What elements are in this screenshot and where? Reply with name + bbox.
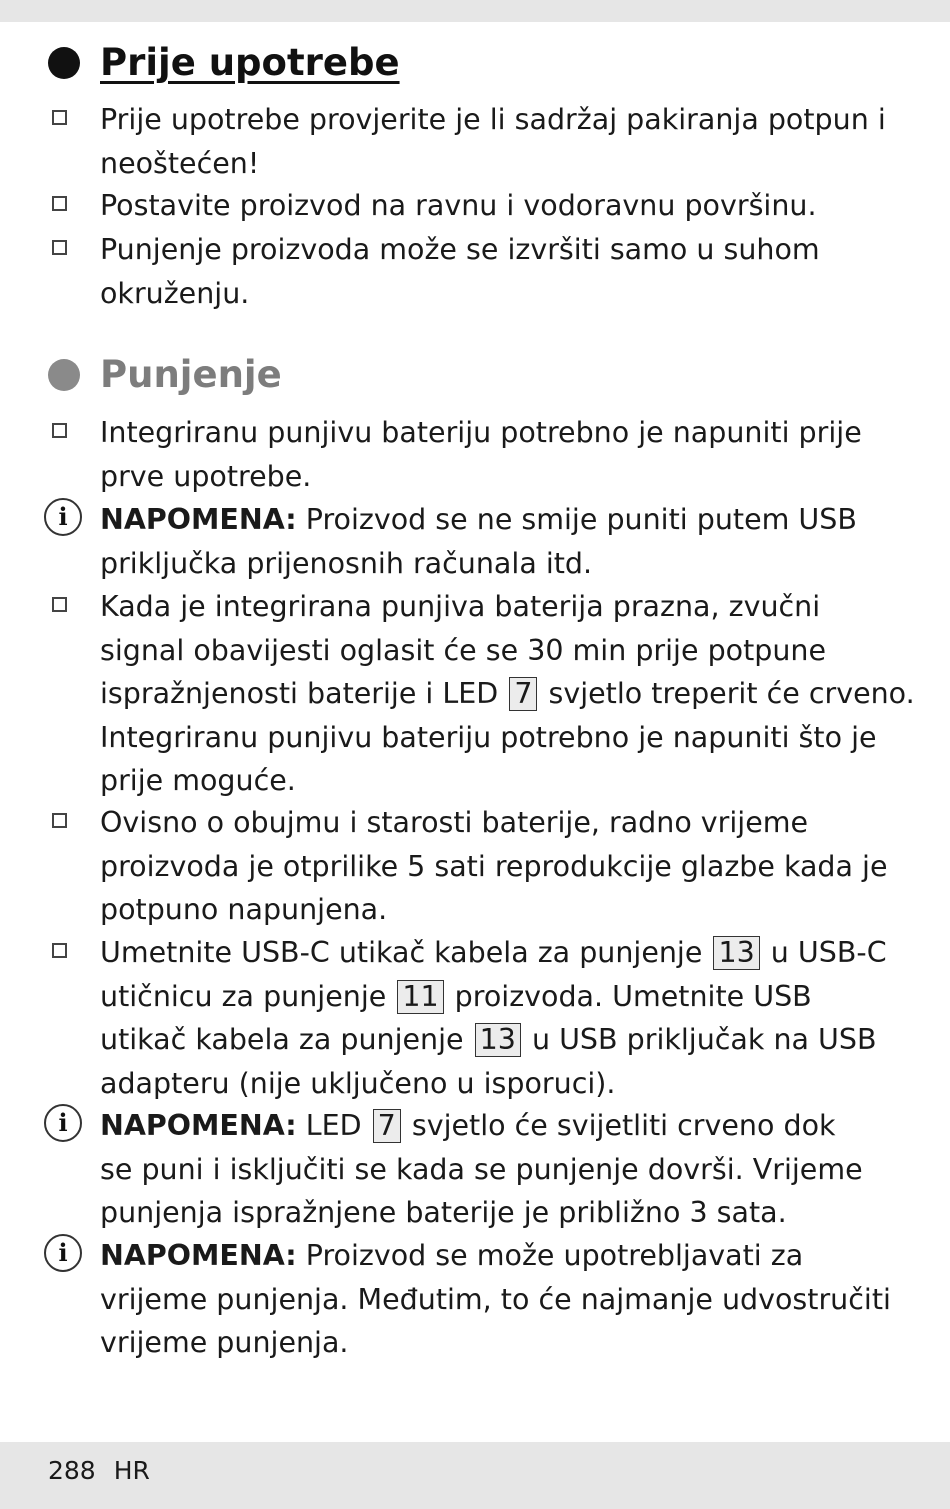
item-text: utičnicu za punjenje	[100, 979, 387, 1013]
item-text: u USB priključak na USB	[531, 1023, 877, 1056]
checkbox-bullet-icon	[52, 943, 67, 958]
list-item	[100, 585, 915, 803]
list-item	[100, 411, 890, 498]
manual-page	[0, 22, 950, 1442]
item-text: okruženju.	[100, 276, 250, 310]
section-title: Prije upotrebe	[100, 41, 400, 84]
checkbox-bullet-icon	[52, 196, 67, 211]
top-margin-strip	[0, 0, 950, 22]
item-text: ispražnjenosti baterije i LED	[100, 677, 499, 710]
note-label: NAPOMENA:	[100, 1109, 297, 1142]
page-footer	[0, 1442, 950, 1509]
info-icon: i	[44, 498, 82, 536]
item-text: priključka prijenosnih računala itd.	[100, 546, 593, 580]
item-text: Prije upotrebe provjerite je li sadržaj pakiranja potpun i	[100, 103, 886, 136]
item-text: Integriranu punjivu bateriju potrebno je napuniti prije	[100, 416, 862, 449]
item-text: neoštećen!	[100, 146, 260, 180]
list-item	[100, 184, 890, 228]
reference-number-box: 13	[713, 936, 759, 970]
item-text: prve upotrebe.	[100, 459, 312, 493]
item-text: LED	[305, 1109, 362, 1142]
item-text: svjetlo treperit će crveno.	[548, 677, 915, 710]
page-number: 288	[48, 1456, 96, 1485]
item-text: utikač kabela za punjenje	[100, 1023, 464, 1056]
reference-number-box: 11	[397, 980, 443, 1014]
item-text: se puni i isključiti se kada se punjenje dovrši. Vrijeme	[100, 1152, 863, 1186]
checkbox-bullet-icon	[52, 110, 67, 125]
list-item	[100, 228, 890, 315]
item-text: u USB-C	[770, 936, 887, 969]
item-text: Postavite proizvod na ravnu i vodoravnu površinu.	[100, 189, 817, 222]
section-title: Punjenje	[100, 353, 282, 396]
item-text: svjetlo će svijetliti crveno dok	[411, 1109, 836, 1142]
reference-number-box: 7	[509, 677, 537, 711]
item-text: Proizvod se može upotrebljavati za	[305, 1239, 804, 1272]
reference-number-box: 13	[475, 1023, 521, 1057]
reference-number-box: 7	[373, 1109, 401, 1143]
note-item	[58, 1104, 890, 1235]
item-text: Umetnite USB-C utikač kabela za punjenje	[100, 936, 703, 969]
item-text: proizvoda je otprilike 5 sati reprodukcije glazbe kada je	[100, 849, 888, 883]
checkbox-bullet-icon	[52, 813, 67, 828]
info-icon: i	[44, 1104, 82, 1142]
info-icon: i	[44, 1234, 82, 1272]
checkbox-bullet-icon	[52, 597, 67, 612]
note-item	[58, 498, 890, 585]
item-text: Punjenje proizvoda može se izvršiti samo u suhom	[100, 233, 820, 266]
list-item	[100, 931, 890, 1105]
item-text: Ovisno o obujmu i starosti baterije, radno vrijeme	[100, 806, 809, 839]
section-bullet-icon	[48, 359, 80, 391]
section-bullet-icon	[48, 47, 80, 79]
checkbox-bullet-icon	[52, 240, 67, 255]
language-code: HR	[113, 1456, 150, 1485]
list-item	[100, 801, 890, 932]
item-text: proizvoda. Umetnite USB	[454, 979, 812, 1013]
list-item	[100, 98, 890, 185]
item-text: signal obavijesti oglasit će se 30 min prije potpune	[100, 633, 827, 667]
note-label: NAPOMENA:	[100, 1239, 297, 1272]
item-text: Kada je integrirana punjiva baterija prazna, zvučni	[100, 590, 821, 623]
item-text: vrijeme punjenja.	[100, 1326, 349, 1359]
item-text: adapteru (nije uključeno u isporuci).	[100, 1066, 616, 1100]
item-text: Integriranu punjivu bateriju potrebno je napuniti što je	[100, 720, 877, 754]
checkbox-bullet-icon	[52, 423, 67, 438]
item-text: vrijeme punjenja. Međutim, to će najmanje udvostručiti	[100, 1282, 891, 1316]
section-heading-prije-upotrebe	[48, 38, 400, 88]
item-text: Proizvod se ne smije puniti putem USB	[305, 503, 857, 536]
item-text: potpuno napunjena.	[100, 893, 388, 926]
item-text: prije moguće.	[100, 764, 296, 797]
section-heading-punjenje	[48, 350, 282, 400]
note-item	[58, 1234, 891, 1365]
item-text: punjenja ispražnjene baterije je približno 3 sata.	[100, 1196, 787, 1229]
note-label: NAPOMENA:	[100, 503, 297, 536]
